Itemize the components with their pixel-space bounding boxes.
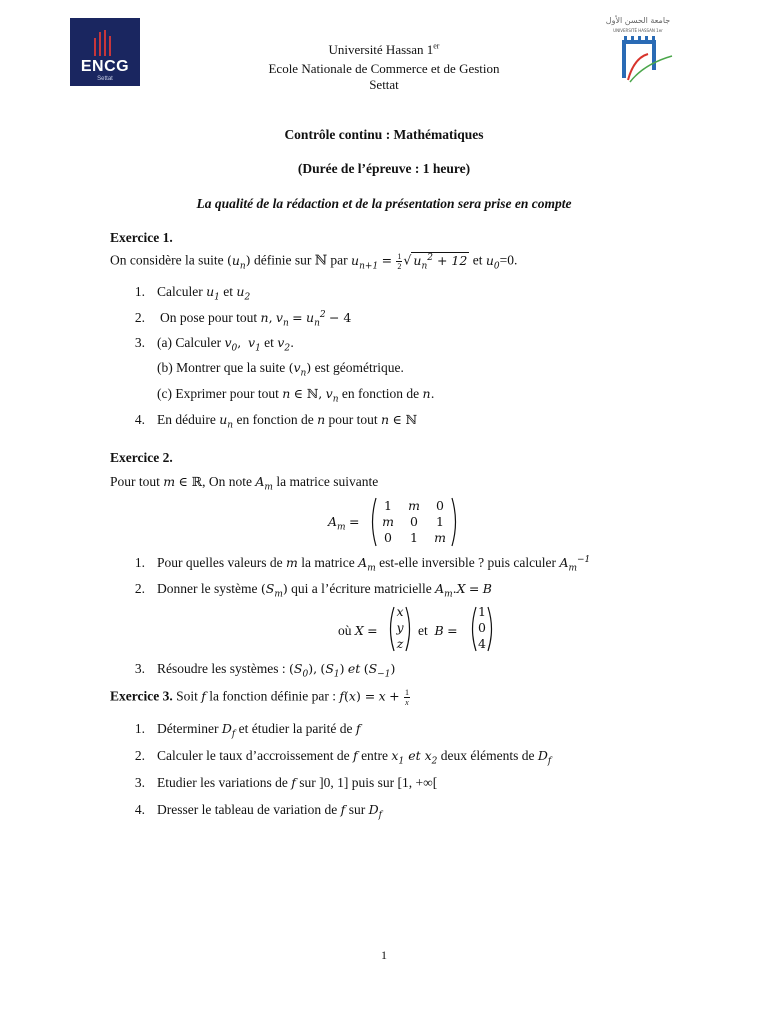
ex1-item-1-num: 1. [134, 284, 145, 299]
university-name: Université Hassan 1er [328, 41, 440, 57]
matrix-cell: m [382, 514, 394, 529]
ex3-item-3-num: 3. [134, 775, 145, 790]
ex1-item-3-num: 3. [134, 335, 145, 350]
ex2-heading: Exercice 2. [110, 450, 173, 465]
exam-notice: La qualité de la rédaction et de la présentation sera prise en compte [196, 196, 572, 211]
ex1-item-4: En déduire $u_n$ en fonction de n pour tout n ∈ ℕ [157, 412, 418, 431]
encg-logo [70, 18, 140, 86]
matrix-cell: 0 [410, 514, 418, 529]
vector-cell: x [396, 604, 404, 619]
ex3-heading: Exercice 3. [110, 688, 173, 704]
vector-cell: z [396, 636, 404, 651]
matrix-a-label: $A_m$ = [328, 514, 360, 533]
ex1-heading: Exercice 1. [110, 230, 173, 245]
logo-right-arabic: جامعة الحسن الأول [605, 16, 671, 25]
ex2-item-2-num: 2. [134, 581, 145, 596]
vector-x-label: où X = [338, 623, 378, 638]
vector-b-label: et B = [418, 623, 458, 638]
vector-cell: 0 [478, 620, 486, 635]
matrix-cell: 1 [410, 530, 418, 545]
exam-title: Contrôle continu : Mathématiques [284, 127, 484, 142]
matrix-cell: 0 [436, 498, 444, 513]
ex3-item-4: Dresser le tableau de variation de f sur $D_f$ [157, 802, 382, 821]
ex1-item-3a: (a) Calculer $v_0$, $v_1$ et $v_2$. [157, 335, 295, 354]
logo-bars-icon [94, 30, 116, 56]
vector-b [468, 606, 496, 652]
ex2-item-1-num: 1. [134, 555, 145, 570]
ex1-intro: On considère la suite $(u_n)$ définie sur ℕ par $u_{n+1}$ = $\frac{1}{2}$ √ $u_n^2 + 12$ et $u_0=0$. [110, 252, 518, 272]
ex2-item-1: Pour quelles valeurs de m la matrice $A_m$ est-elle inversible ? puis calculer $A_m^{-1}$ [157, 554, 591, 574]
matrix-a [368, 497, 460, 547]
ex1-item-4-num: 4. [134, 412, 145, 427]
logo-left-text: ENCG [80, 58, 130, 75]
university-logo [600, 14, 676, 90]
logo-right-english: UNIVERSITÉ HASSAN 1er [613, 28, 663, 33]
ex1-item-1: Calculer $u_1$ et $u_2$ [157, 284, 251, 303]
vector-cell: 1 [478, 604, 486, 619]
ex3-item-3: Etudier les variations de f sur ]0, 1] puis sur [1, +∞[ [157, 775, 438, 790]
matrix-cell: m [434, 530, 446, 545]
vector-x [386, 606, 414, 652]
ex3-item-2: Calculer le taux d’accroissement de f entre $x_1$ et $x_2$ deux éléments de $D_f$ [157, 748, 552, 767]
vector-cell: y [396, 620, 404, 635]
school-name: Ecole Nationale de Commerce et de Gestion [268, 61, 500, 76]
vector-cell: 4 [478, 636, 486, 651]
ex3-item-1: Déterminer $D_f$ et étudier la parité de f [157, 721, 361, 740]
ex1-item-3b: (b) Montrer que la suite $(v_n)$ est géométrique. [157, 360, 404, 379]
school-city: Settat [369, 77, 399, 92]
ex2-intro: Pour tout m ∈ ℝ, On note $A_m$ la matrice suivante [110, 474, 379, 493]
ex1-item-3c: (c) Exprimer pour tout n ∈ ℕ, $v_n$ en fonction de n. [157, 386, 435, 405]
ex1-item-2-num: 2. [134, 310, 145, 325]
matrix-cell: m [408, 498, 420, 513]
logo-left-sub: Settat [97, 76, 113, 82]
page-number: 1 [381, 948, 387, 962]
ex3-item-2-num: 2. [134, 748, 145, 763]
ex3-intro: Exercice 3. Soit f la fonction définie par : f(x) = x + $\frac{1}{x}$ [110, 688, 409, 707]
matrix-cell: 1 [436, 514, 444, 529]
matrix-cell: 0 [384, 530, 392, 545]
ex3-item-1-num: 1. [134, 721, 145, 736]
matrix-cell: 1 [384, 498, 392, 513]
university-emblem-icon [600, 14, 676, 90]
ex2-item-2: Donner le système $(S_m)$ qui a l’écriture matricielle $A_m.X = B$ [157, 581, 492, 600]
exam-duration: (Durée de l’épreuve : 1 heure) [297, 161, 471, 176]
ex1-item-2: On pose pour tout n, $v_n = u_n^2 - 4$ [160, 309, 352, 329]
ex3-item-4-num: 4. [134, 802, 145, 817]
ex2-item-3-num: 3. [134, 661, 145, 676]
ex2-item-3: Résoudre les systèmes : $(S_0)$, $(S_1)$ et $(S_{-1})$ [157, 661, 396, 680]
